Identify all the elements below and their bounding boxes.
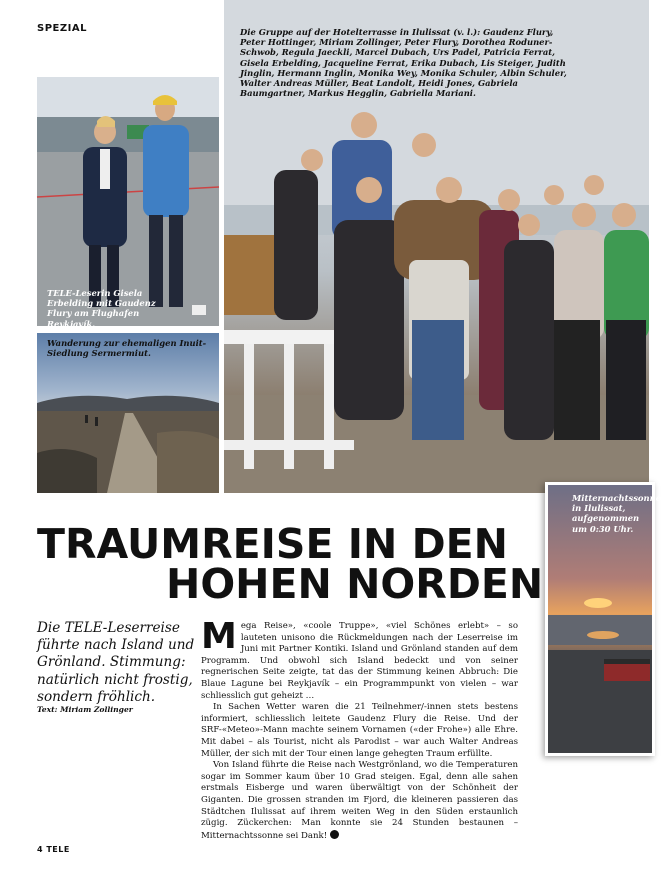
paragraph-2: In Sachen Wetter waren die 21 Teilnehmer/-innen stets bestens informiert, schliesslich leitete Gaudenz Flury die Reise. Und der SRF-«Meteo»-Mann machte seinem Vornamen («der Frohe») alle Ehre. Mit dabei – als Tourist, nicht als Parodist – war auch Walter Andreas Müller, der sich mit der Tour einen lange gehegten Traum erfüllte. bbox=[201, 702, 518, 759]
sunset-caption: Mitternachtssonne in Ilulissat, aufgenommen um 0:30 Uhr. bbox=[572, 493, 661, 534]
dropcap: M bbox=[201, 616, 237, 657]
author: Text: Miriam Zollinger bbox=[37, 705, 133, 714]
teaser: Die TELE-Leserreise führte nach Island und Grönland. Stimmung: natürlich nicht frostig, sondern fröhlich. bbox=[37, 620, 195, 705]
headline-line-1: TRAUMREISE IN DEN bbox=[37, 520, 508, 568]
end-mark-icon bbox=[330, 830, 339, 839]
group-caption: Die Gruppe auf der Hotelterrasse in Ilulissat (v. l.): Gaudenz Flury, Peter Hottinger, Miriam Zollinger, Peter Flury, Dorothea Roduner-Schwob, Regula Jaeckli, Marcel Dubach, Urs Padel, Patricia Ferrat, Gisela Erbelding, Jacqueline Ferrat, Erika Dubach, Lis Steiger, Judith Jinglin, Hermann Inglin, Monika Wey, Monika Schuler, Albin Schuler, Walter Andreas Müller, Beat Landolt, Heidi Jones, Gabriela Baumgartner, Markus Hegglin, Gabriella Mariani. bbox=[240, 27, 567, 99]
page-footer: 4 TELE bbox=[37, 845, 70, 854]
article-body bbox=[201, 616, 518, 842]
headline-line-2: HOHEN NORDEN bbox=[166, 560, 544, 608]
paragraph-1: Mega Reise», «coole Truppe», «viel Schönes erlebt» – so lauteten unisono die Rückmeldungen nach der Leserreise im Juni mit Partner Kontiki. Island und Grönland standen auf dem Programm. Und obwohl sich Island bedeckt und von seiner regnerischen Seite zeigte, tat das der Stimmung keinen Abbruch: Die Blaue Lagune bei Reykjavík – ein Programmpunkt von vielen – war schliesslich gut geheizt … bbox=[201, 616, 518, 701]
walk-caption: Wanderung zur ehemaligen Inuit-Siedlung Sermermiut. bbox=[47, 338, 207, 359]
section-label: SPEZIAL bbox=[37, 23, 87, 34]
airport-caption: TELE-Leserin Gisela Erbelding mit Gaudenz Flury am Flughafen Reykjavík. bbox=[47, 288, 156, 329]
paragraph-3: Von Island führte die Reise nach Westgrönland, wo die Temperaturen sogar im Sommer kaum über 10 Grad steigen. Egal, denn alle sahen erstmals Eisberge und waren überwältigt von der Schönheit der Giganten. Die grossen stranden im Fjord, die kleineren passieren das Städtchen Ilulissat auf ihrem weiten Weg in den Süden erstaunlich zügig. Zückerchen: Man konnte sie 24 Stunden bestaunen – Mitternachtssonne sei Dank! bbox=[201, 760, 518, 841]
